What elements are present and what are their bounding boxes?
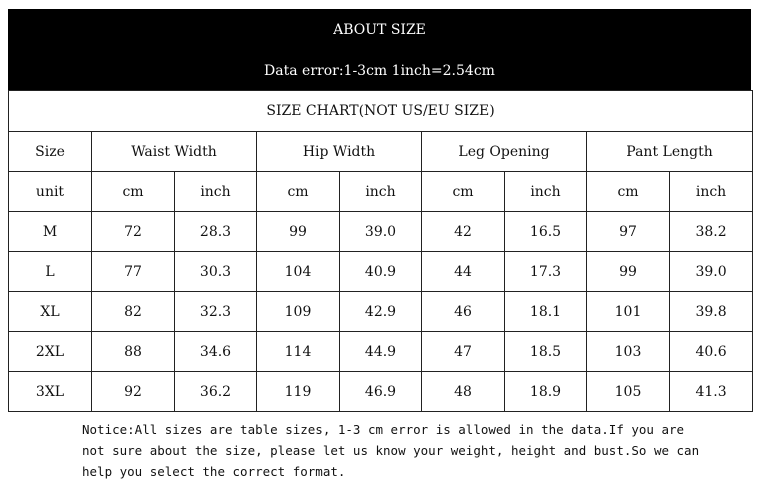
table-cell: 44.9	[340, 332, 422, 372]
table-cell: 16.5	[505, 212, 587, 252]
table-cell: 42	[422, 212, 505, 252]
table-cell: 99	[587, 252, 670, 292]
notice-line: not sure about the size, please let us know your weight, height and bust.So we can	[82, 443, 700, 458]
header-leg-opening: Leg Opening	[422, 132, 587, 172]
table-cell: 40.6	[670, 332, 753, 372]
table-cell: 48	[422, 372, 505, 412]
size-chart-table	[8, 90, 753, 412]
table-cell: 18.1	[505, 292, 587, 332]
header-hip-width: Hip Width	[257, 132, 422, 172]
table-cell: 105	[587, 372, 670, 412]
column-header-row	[9, 132, 753, 172]
table-row	[9, 372, 753, 412]
table-cell: 103	[587, 332, 670, 372]
table-cell: 17.3	[505, 252, 587, 292]
table-cell: 28.3	[175, 212, 257, 252]
chart-title: SIZE CHART(NOT US/EU SIZE)	[9, 91, 753, 132]
table-cell: 36.2	[175, 372, 257, 412]
notice-text	[82, 419, 700, 482]
table-row	[9, 252, 753, 292]
unit-cell: cm	[587, 172, 670, 212]
table-cell: 42.9	[340, 292, 422, 332]
table-cell: 72	[92, 212, 175, 252]
table-cell: 38.2	[670, 212, 753, 252]
unit-cell: unit	[9, 172, 92, 212]
table-cell: 18.9	[505, 372, 587, 412]
notice-line: Notice:All sizes are table sizes, 1-3 cm error is allowed in the data.If you are	[82, 422, 685, 437]
table-cell: 114	[257, 332, 340, 372]
table-cell: 47	[422, 332, 505, 372]
header-pant-length: Pant Length	[587, 132, 753, 172]
table-cell: 18.5	[505, 332, 587, 372]
unit-cell: cm	[92, 172, 175, 212]
table-cell: 119	[257, 372, 340, 412]
unit-cell: inch	[670, 172, 753, 212]
table-cell: 34.6	[175, 332, 257, 372]
header-subtitle: Data error:1-3cm 1inch=2.54cm	[264, 63, 495, 79]
header-size: Size	[9, 132, 92, 172]
chart-title-row	[9, 91, 753, 132]
size-label: XL	[9, 292, 92, 332]
table-cell: 39.0	[340, 212, 422, 252]
table-cell: 30.3	[175, 252, 257, 292]
unit-cell: cm	[422, 172, 505, 212]
table-cell: 99	[257, 212, 340, 252]
table-cell: 92	[92, 372, 175, 412]
table-cell: 39.8	[670, 292, 753, 332]
table-cell: 97	[587, 212, 670, 252]
table-cell: 104	[257, 252, 340, 292]
table-row	[9, 332, 753, 372]
size-label: 2XL	[9, 332, 92, 372]
table-cell: 40.9	[340, 252, 422, 292]
table-row	[9, 292, 753, 332]
header-waist-width: Waist Width	[92, 132, 257, 172]
unit-row	[9, 172, 753, 212]
size-label: M	[9, 212, 92, 252]
header-title: ABOUT SIZE	[333, 22, 426, 38]
table-cell: 109	[257, 292, 340, 332]
size-label: L	[9, 252, 92, 292]
table-cell: 39.0	[670, 252, 753, 292]
unit-cell: cm	[257, 172, 340, 212]
unit-cell: inch	[175, 172, 257, 212]
table-cell: 88	[92, 332, 175, 372]
table-cell: 46	[422, 292, 505, 332]
notice-line: help you select the correct format.	[82, 464, 346, 479]
table-row	[9, 212, 753, 252]
table-cell: 77	[92, 252, 175, 292]
table-cell: 82	[92, 292, 175, 332]
table-cell: 46.9	[340, 372, 422, 412]
table-cell: 32.3	[175, 292, 257, 332]
size-label: 3XL	[9, 372, 92, 412]
unit-cell: inch	[340, 172, 422, 212]
header-banner	[8, 9, 751, 90]
unit-cell: inch	[505, 172, 587, 212]
table-cell: 44	[422, 252, 505, 292]
table-cell: 41.3	[670, 372, 753, 412]
table-cell: 101	[587, 292, 670, 332]
